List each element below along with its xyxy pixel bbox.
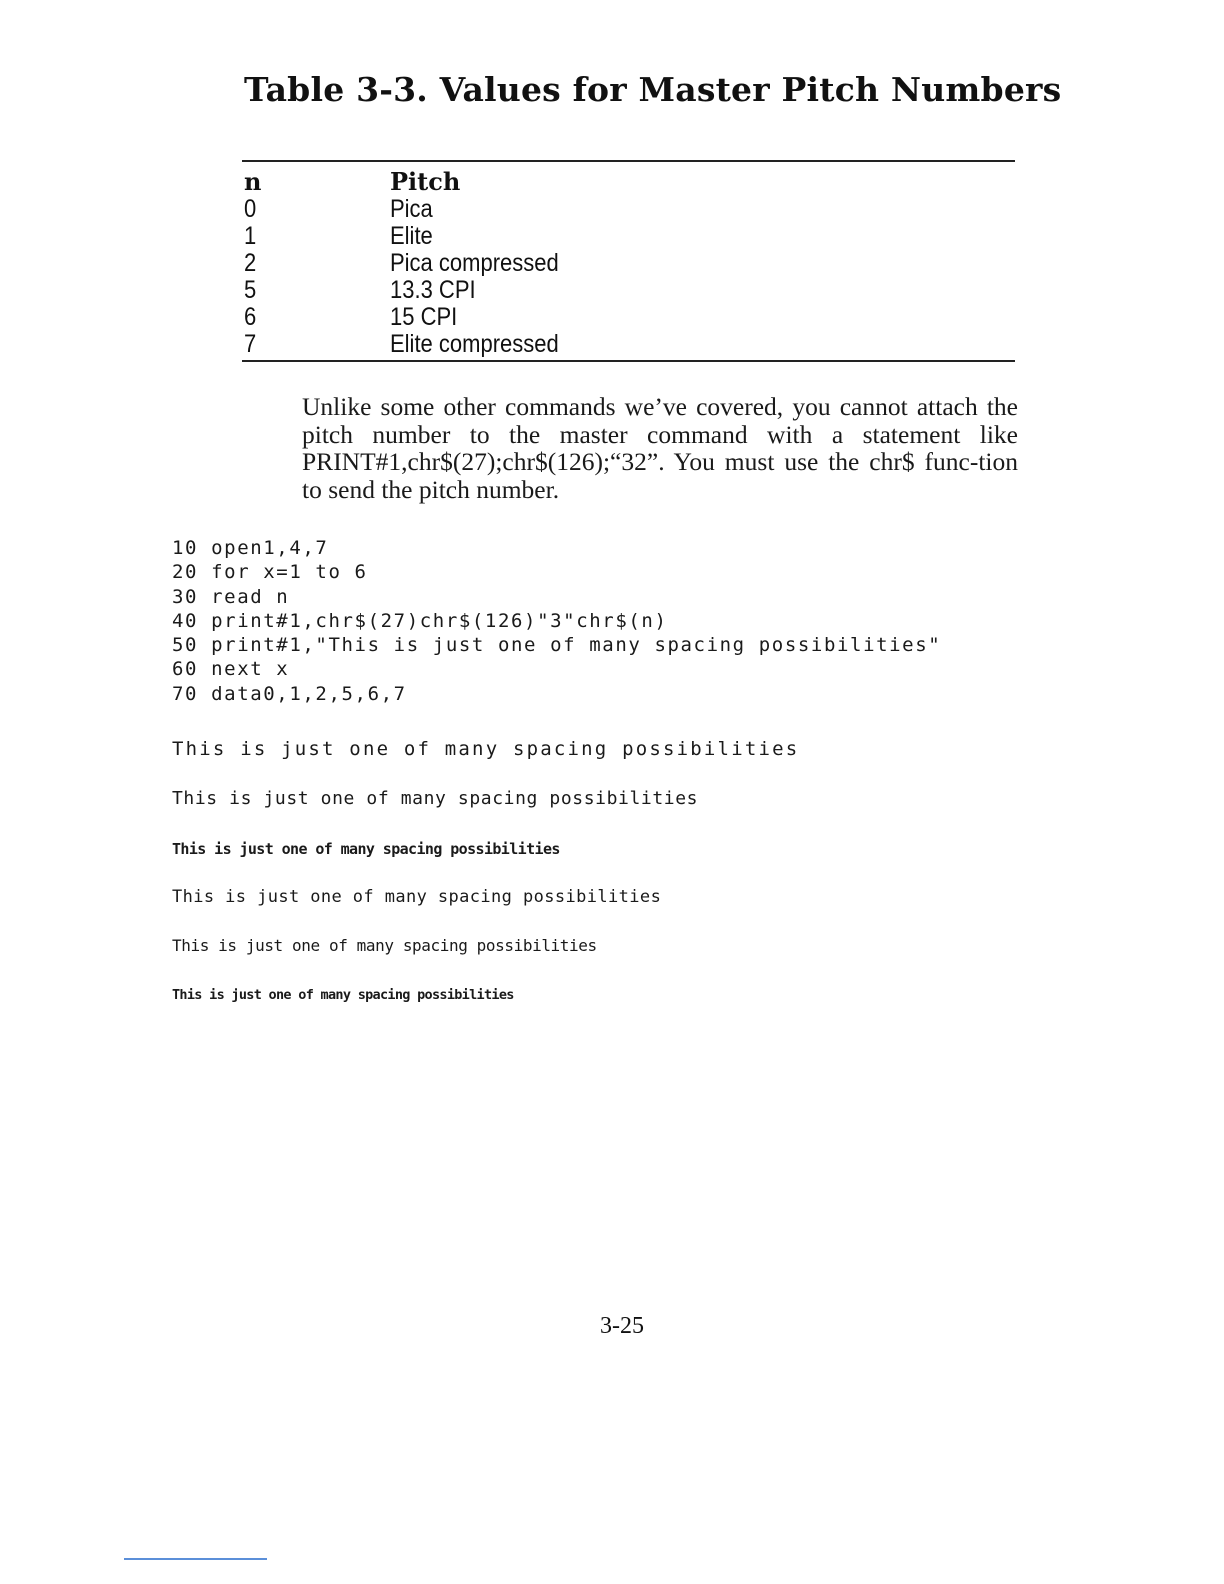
pitch-values-table [244,168,1004,358]
code-line: 20 for x=1 to 6 [172,561,368,584]
cell-pitch: Elite [390,222,433,250]
footer-line [124,1558,267,1560]
sample-output-elite: This is just one of many spacing possibilities [172,788,699,809]
table-title: Table 3-3. Values for Master Pitch Numbers [244,70,1062,109]
code-line: 40 print#1,chr$(27)chr$(126)"3"chr$(n) [172,609,668,632]
cell-pitch: 15 CPI [390,303,458,331]
table-row [244,331,1004,358]
cell-pitch: 13.3 CPI [390,276,476,304]
table-row [244,304,1004,331]
sample-output-pica-compressed: This is just one of many spacing possibilities [172,840,560,858]
cell-pitch: Pica [390,195,433,223]
code-line: 30 read n [172,585,290,608]
code-line: 50 print#1,"This is just one of many spacing possibilities" [172,634,942,657]
basic-code-listing [172,536,941,706]
sample-output-15-cpi: This is just one of many spacing possibilities [172,936,597,955]
cell-n: 1 [244,222,257,250]
table-row [244,250,1004,277]
cell-n: 7 [244,330,257,358]
table-row [244,196,1004,223]
page-number: 3-25 [600,1313,644,1339]
cell-n: 0 [244,195,257,223]
cell-n: 2 [244,249,257,277]
cell-pitch: Pica compressed [390,249,559,277]
table-row [244,277,1004,304]
sample-output-13-3-cpi: This is just one of many spacing possibilities [172,887,662,907]
sample-output-pica: This is just one of many spacing possibilities [172,738,800,760]
code-line: 60 next x [172,658,290,681]
code-line: 10 open1,4,7 [172,537,329,559]
cell-n: 5 [244,276,257,304]
table-row [244,223,1004,250]
cell-n: 6 [244,303,257,331]
table-top-rule [242,160,1015,162]
header-n: n [244,167,262,196]
table-bottom-rule [242,360,1015,362]
cell-pitch: Elite compressed [390,330,559,358]
table-header-row [244,168,1004,196]
sample-output-elite-compressed: This is just one of many spacing possibilities [172,987,514,1003]
header-pitch: Pitch [390,167,461,196]
body-paragraph: Unlike some other commands we’ve covered, you cannot attach the pitch number to the master command with a statement like PRINT#1,chr$(27);chr$(126);“32”. You must use the chr$ func-tion to send the pitch number. [302,392,1018,504]
code-line: 70 data0,1,2,5,6,7 [172,682,407,705]
